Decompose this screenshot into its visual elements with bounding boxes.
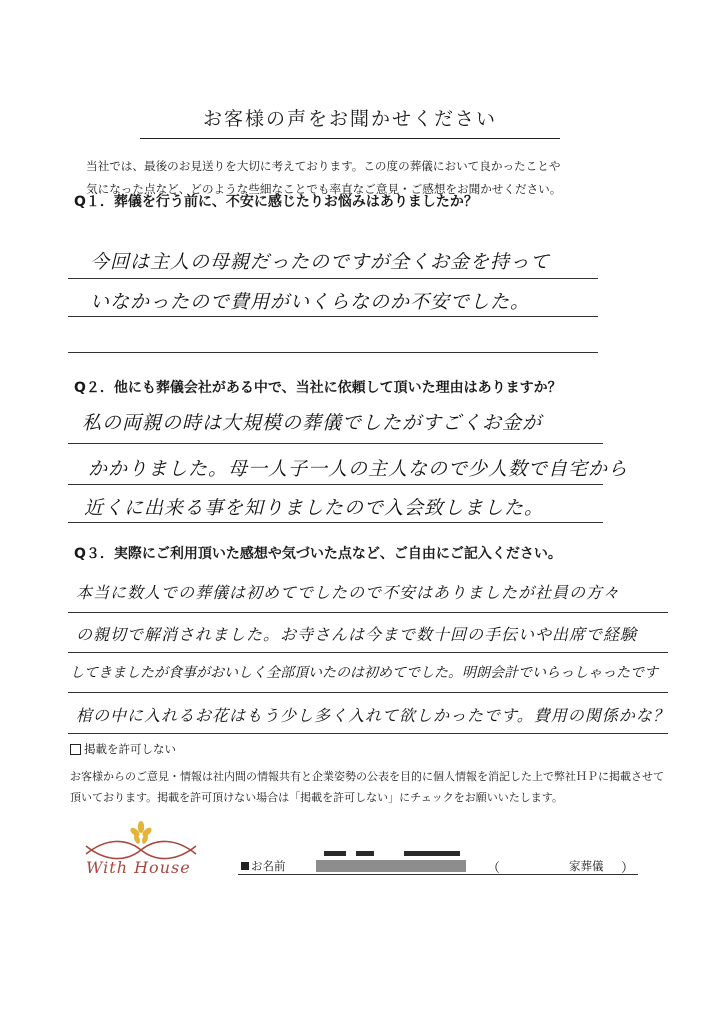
answer-rule [68, 316, 598, 317]
answer-rule [68, 652, 668, 653]
answer-rule [68, 522, 603, 523]
answer-rule [68, 612, 668, 613]
paren-close: ） [621, 861, 635, 876]
q2-answer-line: かかりました。母一人子一人の主人なので少人数で自宅から [88, 458, 629, 480]
permission-label: 掲載を許可しない [84, 742, 176, 756]
q3-answer-line: の親切で解消されました。お寺さんは今まで数十回の手伝いや出席で経験 [76, 625, 638, 644]
q3-answer-line: 本当に数人での葬儀は初めてでしたので不安はありましたが社員の方々 [76, 583, 621, 602]
q1-answer-line: いなかったので費用がいくらなのか不安でした。 [90, 291, 531, 313]
q2-answer-line: 近くに出来る事を知りましたので入会致しました。 [84, 497, 545, 519]
question-2: Q２．他にも葬儀会社がある中で、当社に依頼して頂いた理由はありますか？ [74, 380, 562, 396]
privacy-note [70, 766, 690, 808]
question-1: Q１．葬儀を行う前に、不安に感じたりお悩みはありましたか？ [74, 194, 478, 210]
page-title: お客様の声をお聞かせください [202, 108, 497, 130]
q1-answer-line: 今回は主人の母親だったのですが全くお金を持って [90, 251, 551, 273]
answer-rule [68, 733, 668, 734]
family-suffix: 家葬儀 [569, 859, 604, 873]
redaction-mark [404, 851, 460, 856]
question-3: Q３．実際にご利用頂いた感想や気づいた点など、ご自由にご記入ください。 [74, 546, 562, 562]
q2-answer-line: 私の両親の時は大規模の葬儀でしたがすごくお金が [82, 412, 543, 434]
q3-answer-line: してきましたが食事がおいしく全部頂いたのは初めてでした。明朗会計でいらっしゃったです [70, 665, 658, 681]
paren-open: （ [487, 861, 501, 876]
answer-rule [68, 352, 598, 353]
redaction-mark [324, 851, 346, 856]
name-label: お名前 [241, 858, 286, 874]
answer-rule [68, 278, 598, 279]
title-underline [140, 138, 560, 139]
name-underline [238, 874, 638, 875]
intro-line: 当社では、最後のお見送りを大切に考えております。この度の葬儀において良かったことや [86, 159, 561, 173]
note-line: 頂いております。掲載を許可頂けない場合は「掲載を許可しない」にチェックをお願いいたします。 [70, 791, 563, 804]
bullet-square-icon [241, 862, 249, 870]
redaction-mark [316, 860, 466, 872]
permission-checkbox[interactable] [70, 744, 81, 755]
note-line: お客様からのご意見・情報は社内間の情報共有と企業姿勢の公表を目的に個人情報を消記した上で弊社ＨＰに掲載させて [70, 770, 664, 783]
answer-rule [68, 443, 603, 444]
q3-answer-line: 棺の中に入れるお花はもう少し多く入れて欲しかったです。費用の関係かな？ [76, 706, 670, 725]
answer-rule [68, 692, 668, 693]
intro-line: 気になった点など、どのような些細なことでも率直なご意見・ご感想をお聞かせください。 [86, 182, 562, 196]
logo-wordmark: With House [86, 858, 191, 877]
answer-rule [68, 484, 603, 485]
redaction-mark [356, 851, 374, 856]
